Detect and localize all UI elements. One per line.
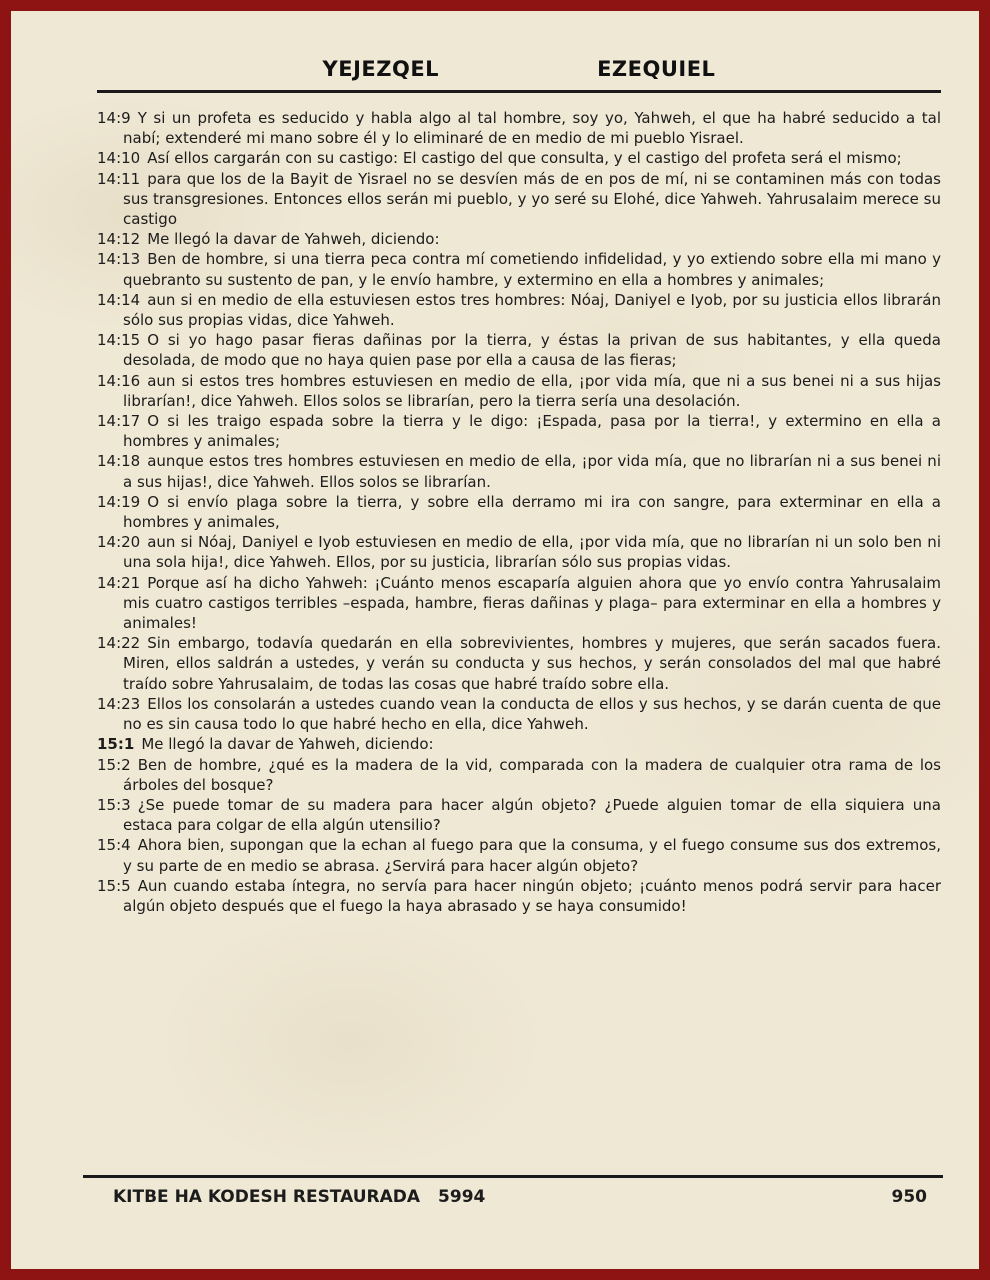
verse-number: 14:11 [97,169,141,188]
verse-15-5 [97,876,941,916]
verse-14-17 [97,411,941,451]
verse-14-10 [97,148,941,168]
footer-edition-title: KITBE HA KODESH RESTAURADA [113,1187,421,1207]
verse-14-11 [97,169,941,230]
verse-text: Y si un profeta es seducido y habla algo al tal hombre, soy yo, Yahweh, el que ha habré seducido a tal nabí; extenderé mi mano sobre él y lo eliminaré de en medio de mi pueblo Yisrael. [123,109,941,148]
verse-number: 14:13 [97,250,141,269]
verse-text: O si les traigo espada sobre la tierra y le digo: ¡Espada, pasa por la tierra!, y extermino en ella a hombres y animales; [123,412,941,451]
verse-number: 15:4 [97,836,131,855]
verse-14-13 [97,249,941,289]
verse-14-12 [97,229,941,249]
footer-rule [83,1175,943,1178]
verse-14-18 [97,451,941,491]
verse-number: 14:10 [97,149,141,168]
verse-number: 15:5 [97,876,131,895]
verse-text: aun si Nóaj, Daniyel e Iyob estuviesen en medio de ella, ¡por vida mía, que no librarían ni un solo ben ni una sola hija!, dice Yahweh. Ellos, por su justicia, librarían sólo sus propias vidas. [123,533,941,572]
verse-number: 14:20 [97,533,141,552]
page-number: 950 [891,1187,927,1207]
header-title-hebrew: YEJEZQEL [322,57,440,81]
verse-number: 14:12 [97,230,141,249]
verse-text: aunque estos tres hombres estuviesen en medio de ella, ¡por vida mía, que no librarían ni a sus benei ni a sus hijas!, dice Yahweh. Ellos solos se librarían. [123,452,941,491]
verse-14-15 [97,330,941,370]
verse-text: Ben de hombre, ¿qué es la madera de la vid, comparada con la madera de cualquier otra rama de los árboles del bosque? [123,755,941,794]
verse-15-3 [97,795,941,835]
footer-edition [113,1187,485,1207]
verse-14-16 [97,371,941,411]
verse-text: Me llegó la davar de Yahweh, diciendo: [147,230,440,249]
verse-14-23 [97,694,941,734]
verse-number: 14:14 [97,290,141,309]
verse-14-22 [97,633,941,694]
verse-number: 14:9 [97,109,131,127]
verse-number: 14:15 [97,331,141,350]
verse-text: Ben de hombre, si una tierra peca contra mí cometiendo infidelidad, y yo extiendo sobre ella mi mano y quebranto su sustento de pan, y le envío hambre, y extermino en ella a hombres y animales; [123,250,941,289]
page-footer [83,1175,943,1207]
verse-text: Me llegó la davar de Yahweh, diciendo: [141,735,434,754]
verse-text: Porque así ha dicho Yahweh: ¡Cuánto menos escaparía alguien ahora que yo envío contra Yahrusalaim mis cuatro castigos terribles –espada, hambre, fieras dañinas y plaga– para exterminar en ella a hombres y animales! [123,573,941,633]
verse-15-4 [97,835,941,875]
verse-number: 14:19 [97,492,141,511]
verse-text: para que los de la Bayit de Yisrael no se desvíen más de en pos de mí, ni se contaminen más con todas sus transgresiones. Entonces ellos serán mi pueblo, y yo seré su Elohé, dice Yahweh. Yahrusalaim merece su castigo [123,169,941,229]
verse-text: Sin embargo, todavía quedarán en ella sobrevivientes, hombres y mujeres, que serán sacados fuera. Miren, ellos saldrán a ustedes, y verán su conducta y sus hechos, y serán consolados del mal que habré traído sobre Yahrusalaim, de todas las cosas que habré traído sobre ella. [123,634,941,693]
verse-list [97,108,941,916]
verse-14-21 [97,573,941,634]
verse-14-9 [97,108,941,148]
footer-edition-year: 5994 [438,1187,486,1207]
page-header [97,57,941,81]
verse-15-1 [97,734,941,754]
verse-number: 14:22 [97,634,141,653]
verse-text: aun si estos tres hombres estuviesen en medio de ella, ¡por vida mía, que ni a sus benei ni a sus hijas librarían!, dice Yahweh. Ellos solos se librarían, pero la tierra sería una desolación. [123,371,941,410]
verse-text: Ellos los consolarán a ustedes cuando vean la conducta de ellos y sus hechos, y se darán cuenta de que no es sin causa todo lo que habré hecho en ella, dice Yahweh. [123,694,941,734]
verse-14-20 [97,532,941,572]
header-title-spanish: EZEQUIEL [597,57,716,81]
verse-number: 15:1 [97,735,135,754]
verse-text: ¿Se puede tomar de su madera para hacer algún objeto? ¿Puede alguien tomar de ella siquiera una estaca para colgar de ella algún utensilio? [123,795,941,835]
verse-number: 14:16 [97,371,141,390]
verse-number: 14:21 [97,573,141,592]
verse-14-19 [97,492,941,532]
verse-number: 15:3 [97,795,131,814]
verse-14-14 [97,290,941,330]
verse-number: 14:23 [97,694,141,713]
verse-number: 15:2 [97,755,131,774]
header-rule [97,90,941,93]
verse-number: 14:17 [97,412,141,431]
verse-text: Aun cuando estaba íntegra, no servía para hacer ningún objeto; ¡cuánto menos podrá servir para hacer algún objeto después que el fuego la haya abrasado y se haya consumido! [123,876,941,915]
verse-text: O si envío plaga sobre la tierra, y sobre ella derramo mi ira con sangre, para exterminar en ella a hombres y animales, [123,492,941,532]
verse-15-2 [97,755,941,795]
verse-text: Ahora bien, supongan que la echan al fuego para que la consuma, y el fuego consume sus dos extremos, y su parte de en medio se abrasa. ¿Servirá para hacer algún objeto? [123,836,941,875]
verse-text: aun si en medio de ella estuviesen estos tres hombres: Nóaj, Daniyel e Iyob, por su justicia ellos librarán sólo sus propias vidas, dice Yahweh. [123,290,941,330]
verse-text: O si yo hago pasar fieras dañinas por la tierra, y éstas la privan de sus habitantes, y ella queda desolada, de modo que no haya quien pase por ella a causa de las fieras; [123,331,941,370]
verse-number: 14:18 [97,452,141,471]
verse-text: Así ellos cargarán con su castigo: El castigo del que consulta, y el castigo del profeta será el mismo; [147,149,902,168]
